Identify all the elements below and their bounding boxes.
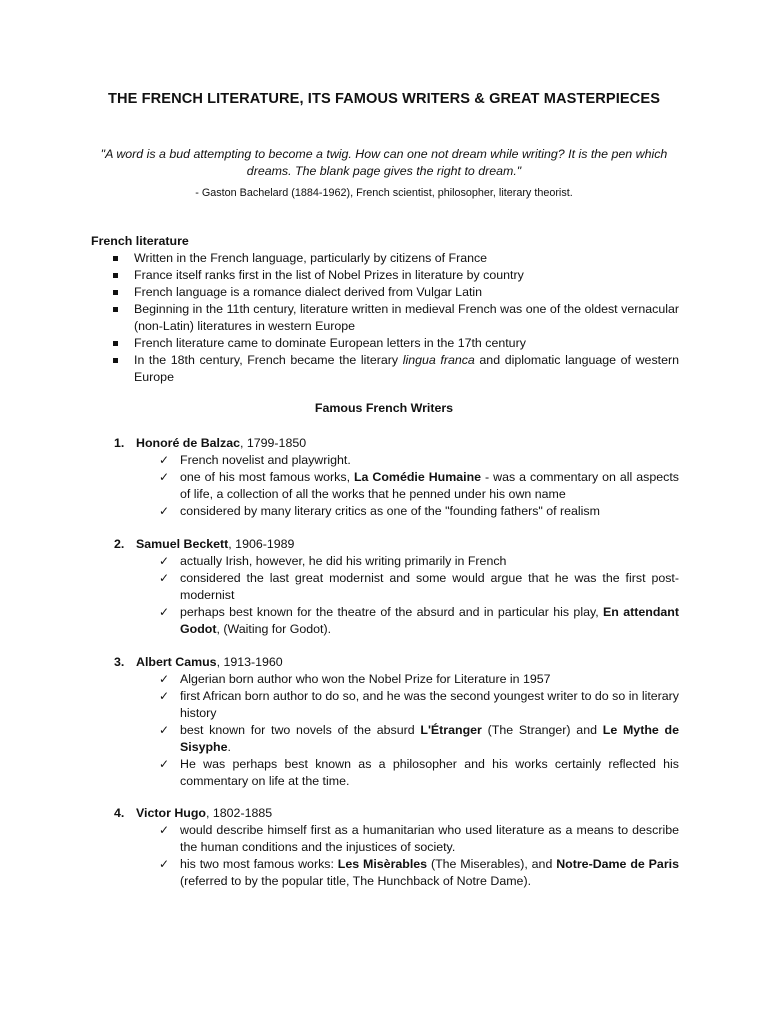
check-icon: ✓	[159, 554, 170, 568]
checklist	[114, 671, 679, 790]
list-item: ✓ He was perhaps best known as a philosopher and his works certainly reflected his commentary on life at the time.	[159, 757, 679, 788]
writer-number: 4.	[114, 806, 125, 820]
writer-heading	[114, 805, 679, 822]
square-bullet-icon	[113, 290, 118, 295]
square-bullet-icon	[113, 341, 118, 346]
list-item: Beginning in the 11th century, literature written in medieval French was one of the oldest vernacular (non-Latin) literatures in western Europe	[91, 301, 679, 335]
checklist	[114, 553, 679, 638]
check-icon: ✓	[159, 757, 170, 771]
square-bullet-icon	[113, 358, 118, 363]
bullet-list	[91, 250, 679, 386]
list-item: ✓ actually Irish, however, he did his writing primarily in French	[159, 554, 507, 568]
writer-heading	[114, 435, 679, 452]
writer-years: , 1913-1960	[216, 655, 283, 669]
list-item: ✓ one of his most famous works, La Comédie Humaine - was a commentary on all aspects of life, a collection of all the works that he penned under his own name	[159, 470, 679, 501]
writer-years: , 1906-1989	[228, 537, 295, 551]
famous-writers-heading: Famous French Writers	[314, 401, 454, 415]
writer-number: 2.	[114, 537, 125, 551]
writer-name: Albert Camus	[136, 655, 217, 669]
writer-years: , 1799-1850	[239, 436, 307, 450]
list-item: ✓ best known for two novels of the absurd L'Étranger (The Stranger) and Le Mythe de Sisyphe.	[159, 723, 680, 754]
epigraph-attribution: - Gaston Bachelard (1884-1962), French scientist, philosopher, literary theorist.	[195, 187, 573, 199]
list-item: ✓ French novelist and playwright.	[159, 453, 351, 467]
list-item: ✓ Algerian born author who won the Nobel Prize for Literature in 1957	[159, 672, 551, 686]
document-title: THE FRENCH LITERATURE, ITS FAMOUS WRITERS & GREAT MASTERPIECES	[107, 91, 661, 107]
list-item: French literature came to dominate European letters in the 17th century	[91, 335, 679, 352]
list-item: In the 18th century, French became the literary lingua franca and diplomatic language of western Europe	[91, 352, 679, 386]
checklist	[114, 452, 679, 520]
writer-name: Victor Hugo	[136, 806, 206, 820]
check-icon: ✓	[159, 470, 170, 484]
writer-name: Honoré de Balzac	[136, 436, 240, 450]
square-bullet-icon	[113, 273, 118, 278]
check-icon: ✓	[159, 857, 170, 871]
writer-years: , 1802-1885	[206, 806, 273, 820]
square-bullet-icon	[113, 307, 118, 312]
french-literature-section	[91, 233, 679, 386]
writer-name: Samuel Beckett	[136, 537, 229, 551]
list-item: Written in the French language, particularly by citizens of France	[91, 250, 679, 267]
list-item: ✓ first African born author to do so, and he was the second youngest writer to do so in literary history	[159, 689, 679, 720]
list-item: French language is a romance dialect derived from Vulgar Latin	[91, 284, 679, 301]
writer-number: 1.	[114, 436, 125, 450]
list-item: ✓ would describe himself first as a humanitarian who used literature as a means to describe the human conditions and the injustices of society.	[159, 823, 679, 854]
check-icon: ✓	[159, 605, 170, 619]
writer-number: 3.	[114, 655, 125, 669]
writer-entry-hugo	[114, 805, 679, 890]
square-bullet-icon	[113, 256, 118, 261]
list-item: ✓ considered the last great modernist and some would argue that he was the first post-modernist	[159, 571, 679, 602]
check-icon: ✓	[159, 723, 170, 737]
writer-entry-balzac	[114, 435, 679, 520]
epigraph-quote: "A word is a bud attempting to become a twig. How can one not dream while writing? It is the pen which dreams. The blank page gives the right to dream."	[100, 147, 668, 178]
check-icon: ✓	[159, 672, 170, 686]
list-item: France itself ranks first in the list of Nobel Prizes in literature by country	[91, 267, 679, 284]
list-item: ✓ perhaps best known for the theatre of the absurd and in particular his play, En attendant Godot, (Waiting for Godot).	[159, 605, 679, 636]
section-heading: French literature	[91, 234, 189, 248]
check-icon: ✓	[159, 453, 170, 467]
writer-heading	[114, 536, 679, 553]
writer-entry-beckett	[114, 536, 679, 638]
writer-heading	[114, 654, 679, 671]
checklist	[114, 822, 679, 890]
check-icon: ✓	[159, 689, 170, 703]
writer-entry-camus	[114, 654, 679, 790]
check-icon: ✓	[159, 823, 170, 837]
check-icon: ✓	[159, 571, 170, 585]
list-item: ✓ his two most famous works: Les Misèrables (The Miserables), and Notre-Dame de Paris (referred to by the popular title, The Hunchback of Notre Dame).	[159, 857, 679, 888]
list-item: ✓ considered by many literary critics as one of the "founding fathers" of realism	[159, 504, 600, 518]
check-icon: ✓	[159, 504, 170, 518]
